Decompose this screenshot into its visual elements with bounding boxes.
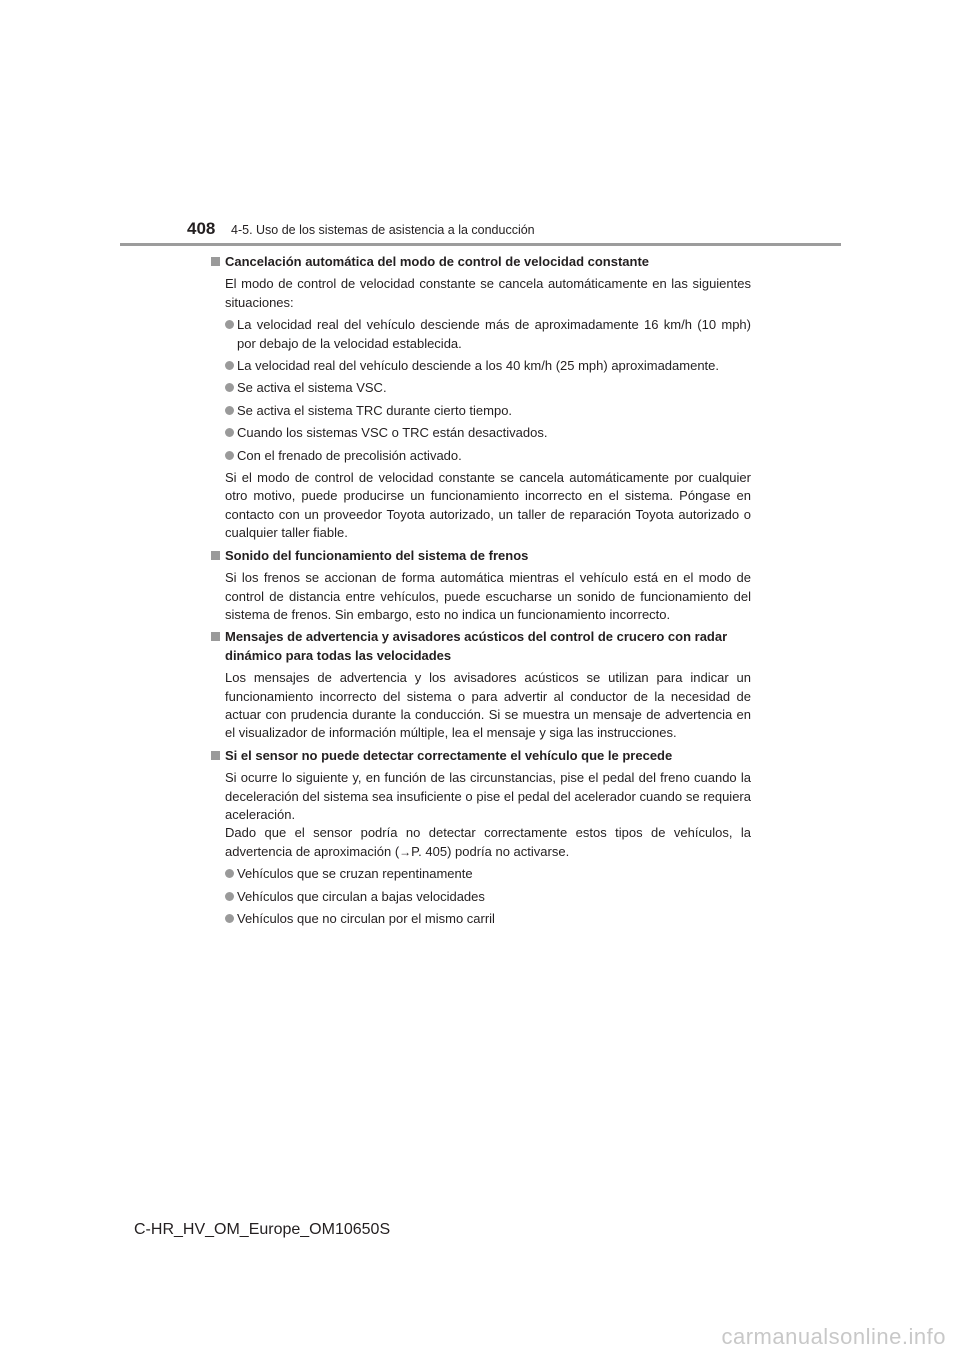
circle-bullet-icon bbox=[225, 406, 234, 415]
page-reference-link[interactable]: P. 405) podría no activarse. bbox=[411, 843, 570, 859]
list-item bbox=[225, 379, 751, 397]
section-heading-auto-cancel bbox=[211, 253, 751, 271]
list-item bbox=[225, 888, 751, 906]
paragraph bbox=[225, 769, 751, 824]
list-item-text: Con el frenado de precolisión activado. bbox=[237, 447, 462, 463]
document-code: C-HR_HV_OM_Europe_OM10650S bbox=[134, 1221, 391, 1238]
square-bullet-icon bbox=[211, 551, 220, 560]
circle-bullet-icon bbox=[225, 383, 234, 392]
list-item bbox=[225, 447, 751, 465]
paragraph-text: Si ocurre lo siguiente y, en función de las circunstancias, pise el pedal del freno cuando la deceleración del sistema sea insuficiente o pise el pedal del acelerador cuando se requiera aceleración. bbox=[225, 770, 751, 822]
main-content bbox=[211, 253, 751, 932]
square-bullet-icon bbox=[211, 751, 220, 760]
list-item-text: Cuando los sistemas VSC o TRC están desactivados. bbox=[237, 425, 548, 441]
section-heading-brake-sound bbox=[211, 547, 751, 565]
heading-text: Cancelación automática del modo de control de velocidad constante bbox=[225, 254, 650, 269]
list-item-text: Vehículos que se cruzan repentinamente bbox=[237, 866, 473, 882]
circle-bullet-icon bbox=[225, 892, 234, 901]
paragraph: Los mensajes de advertencia y los avisadores acústicos se utilizan para indicar un funcionamiento incorrecto del sistema o para advertir al conductor de la necesidad de actuar con prudencia durante la conducción. Si se muestra un mensaje de advertencia en el visualizador de información múltiple, lea el mensaje y siga las instrucciones. bbox=[225, 670, 751, 741]
list-item bbox=[225, 424, 751, 442]
page-number: 408 bbox=[187, 219, 216, 238]
circle-bullet-icon bbox=[225, 451, 234, 460]
list-item bbox=[225, 316, 751, 353]
circle-bullet-icon bbox=[225, 914, 234, 923]
list-item-text: La velocidad real del vehículo desciende a los 40 km/h (25 mph) aproximadamente. bbox=[237, 358, 719, 374]
paragraph: Si el modo de control de velocidad constante se cancela automáticamente por cualquier otro motivo, puede producirse un funcionamiento incorrecto en el sistema. Póngase en contacto con un proveedor Toyota autorizado, un taller de reparación Toyota autorizado o cualquier taller fiable. bbox=[225, 470, 751, 541]
heading-text: Si el sensor no puede detectar correctamente el vehículo que le precede bbox=[225, 747, 673, 763]
circle-bullet-icon bbox=[225, 428, 234, 437]
arrow-right-icon: → bbox=[399, 844, 412, 859]
watermark-link[interactable]: carmanualsonline.info bbox=[721, 1324, 946, 1349]
circle-bullet-icon bbox=[225, 320, 234, 329]
list-item-text: Vehículos que no circulan por el mismo carril bbox=[237, 911, 495, 926]
section-title: 4-5. Uso de los sistemas de asistencia a la conducción bbox=[231, 223, 535, 237]
heading-text: Sonido del funcionamiento del sistema de frenos bbox=[225, 547, 529, 563]
paragraph: El modo de control de velocidad constante se cancela automáticamente en las siguientes situaciones: bbox=[225, 276, 751, 310]
circle-bullet-icon bbox=[225, 361, 234, 370]
heading-text: Mensajes de advertencia y avisadores acústicos del control de crucero con radar dinámico para todas las velocidades bbox=[225, 629, 728, 663]
paragraph bbox=[225, 824, 751, 861]
list-item-text: Se activa el sistema TRC durante cierto tiempo. bbox=[237, 402, 513, 418]
list-item bbox=[225, 910, 751, 928]
header-divider bbox=[120, 243, 841, 246]
list-item-text: Se activa el sistema VSC. bbox=[237, 380, 387, 396]
paragraph: Si los frenos se accionan de forma automática mientras el vehículo está en el modo de control de distancia entre vehículos, puede escucharse un sonido de funcionamiento del sistema de frenos. Sin embargo, esto no indica un funcionamiento incorrecto. bbox=[225, 570, 751, 622]
list-item-text: Vehículos que circulan a bajas velocidades bbox=[237, 888, 485, 904]
section-heading-warning-messages bbox=[211, 628, 751, 665]
list-item bbox=[225, 865, 751, 883]
list-item bbox=[225, 357, 751, 375]
square-bullet-icon bbox=[211, 257, 220, 266]
list-item-text: La velocidad real del vehículo desciende más de aproximadamente 16 km/h (10 mph) por debajo de la velocidad establecida. bbox=[237, 317, 751, 351]
section-heading-sensor-detection bbox=[211, 747, 751, 765]
list-item bbox=[225, 402, 751, 420]
paragraph-text: Dado que el sensor podría no detectar correctamente estos tipos de vehículos, la advertencia de aproximación ( bbox=[225, 825, 751, 859]
circle-bullet-icon bbox=[225, 869, 234, 878]
square-bullet-icon bbox=[211, 632, 220, 641]
